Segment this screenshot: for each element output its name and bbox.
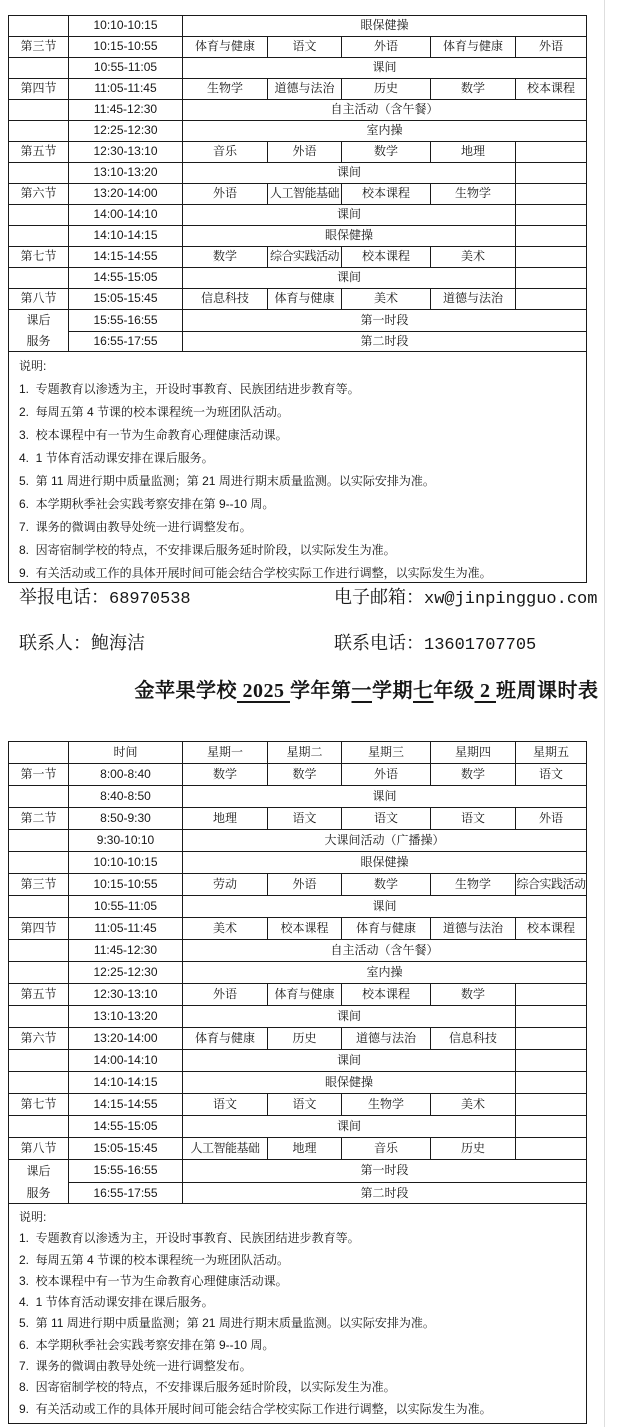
activity-cell: 第二时段 (183, 331, 587, 353)
note-item: 8. 因寄宿制学校的特点，不安排课后服务延时阶段，以实际发生为准。 (19, 543, 396, 557)
table-row (9, 331, 587, 353)
period-cell (9, 830, 69, 852)
subject-cell: 人工智能基础 (268, 184, 342, 205)
header-row (9, 742, 587, 764)
subject-cell (516, 184, 587, 205)
note-item: 9. 有关活动或工作的具体开展时间可能会结合学校实际工作进行调整，以实际发生为准。 (19, 566, 492, 580)
subject-cell: 外语 (342, 37, 431, 58)
subject-cell: 语文 (268, 1094, 342, 1116)
time-cell: 8:00-8:40 (69, 764, 183, 786)
subject-cell (516, 1050, 587, 1072)
email (334, 585, 597, 612)
time-cell: 14:00-14:10 (69, 1050, 183, 1072)
table-row (9, 1006, 587, 1028)
subject-cell: 人工智能基础 (183, 1138, 268, 1160)
table-row (9, 79, 587, 100)
subject-cell: 体育与健康 (268, 289, 342, 310)
time-cell: 12:30-13:10 (69, 984, 183, 1006)
note-item: 3. 校本课程中有一节为生命教育心理健康活动课。 (19, 428, 288, 442)
note-item: 8. 因寄宿制学校的特点，不安排课后服务延时阶段，以实际发生为准。 (19, 1380, 396, 1395)
subject-cell: 美术 (183, 918, 268, 940)
contact-person-label: 联系人： (19, 633, 91, 653)
title-segment-underlined: 2 (474, 680, 496, 702)
subject-cell: 历史 (342, 79, 431, 100)
period-cell (9, 962, 69, 984)
activity-cell: 课间 (183, 1116, 516, 1138)
time-cell: 12:25-12:30 (69, 121, 183, 142)
subject-cell: 数学 (431, 764, 516, 786)
table-row (9, 184, 587, 205)
header-day-cell: 星期一 (183, 742, 268, 764)
period-cell: 第八节 (9, 289, 69, 310)
period-cell (9, 226, 69, 247)
subject-cell: 外语 (183, 184, 268, 205)
time-cell: 11:05-11:45 (69, 79, 183, 100)
time-cell: 14:00-14:10 (69, 205, 183, 226)
subject-cell: 外语 (516, 808, 587, 830)
class-timetable-current (8, 741, 587, 1205)
time-cell: 10:10-10:15 (69, 16, 183, 37)
time-cell: 13:20-14:00 (69, 1028, 183, 1050)
period-cell: 第三节 (9, 37, 69, 58)
subject-cell: 音乐 (342, 1138, 431, 1160)
activity-cell: 课间 (183, 58, 587, 79)
period-cell: 课后 服务 (9, 1160, 69, 1205)
period-cell (9, 1050, 69, 1072)
subject-cell: 外语 (268, 142, 342, 163)
period-cell: 课后 服务 (9, 310, 69, 353)
time-cell: 11:45-12:30 (69, 100, 183, 121)
table-row (9, 121, 587, 142)
time-cell: 15:55-16:55 (69, 310, 183, 332)
note-item: 1. 专题教育以渗透为主，开设时事教育、民族团结进步教育等。 (19, 382, 360, 396)
period-cell (9, 205, 69, 226)
note-item: 4. 1 节体育活动课安排在课后服务。 (19, 1295, 214, 1310)
period-cell: 第四节 (9, 79, 69, 100)
subject-cell: 体育与健康 (183, 37, 268, 58)
subject-cell: 生物学 (342, 1094, 431, 1116)
subject-cell: 数学 (183, 764, 268, 786)
report-phone-label: 举报电话： (19, 587, 109, 607)
subject-cell: 语文 (183, 1094, 268, 1116)
time-cell: 10:55-11:05 (69, 896, 183, 918)
subject-cell: 数学 (431, 79, 516, 100)
subject-cell: 外语 (516, 37, 587, 58)
subject-cell: 体育与健康 (431, 37, 516, 58)
table-row (9, 226, 587, 247)
report-phone-value: 68970538 (109, 590, 191, 609)
title-segment: 学期 (372, 680, 413, 702)
subject-cell: 校本课程 (342, 247, 431, 268)
subject-cell: 美术 (431, 1094, 516, 1116)
activity-cell: 课间 (183, 786, 587, 808)
report-phone (19, 585, 191, 612)
period-cell: 第七节 (9, 247, 69, 268)
note-item: 6. 本学期秋季社会实践考察安排在第 9--10 周。 (19, 1337, 275, 1352)
title-segment: 学年第 (290, 680, 352, 702)
timetable-bottom-container (8, 741, 587, 1205)
subject-cell (516, 1072, 587, 1094)
subject-cell: 生物学 (183, 79, 268, 100)
header-day-cell: 星期二 (268, 742, 342, 764)
time-cell: 14:10-14:15 (69, 1072, 183, 1094)
email-label: 电子邮箱： (334, 587, 424, 607)
activity-cell: 第一时段 (183, 310, 587, 332)
page-edge-shadow (604, 0, 605, 1427)
activity-cell: 课间 (183, 896, 587, 918)
subject-cell: 校本课程 (268, 918, 342, 940)
table-row (9, 1094, 587, 1116)
period-cell (9, 58, 69, 79)
subject-cell: 语文 (342, 808, 431, 830)
time-cell: 11:05-11:45 (69, 918, 183, 940)
notes-section-top (8, 351, 587, 583)
note-item: 7. 课务的微调由教导处统一进行调整发布。 (19, 1359, 252, 1374)
note-item: 4. 1 节体育活动课安排在课后服务。 (19, 451, 214, 465)
table-row (9, 1050, 587, 1072)
subject-cell (516, 205, 587, 226)
subject-cell: 地理 (183, 808, 268, 830)
note-item: 7. 课务的微调由教导处统一进行调整发布。 (19, 520, 252, 534)
subject-cell: 校本课程 (342, 184, 431, 205)
subject-cell (516, 1006, 587, 1028)
time-cell: 13:10-13:20 (69, 1006, 183, 1028)
note-item: 5. 第 11 周进行期中质量监测；第 21 周进行期末质量监测。以实际安排为准。 (19, 1316, 435, 1331)
title-segment: 年级 (433, 680, 475, 702)
table-row (9, 16, 587, 37)
header-time-cell: 时间 (69, 742, 183, 764)
period-cell (9, 786, 69, 808)
subject-cell: 语文 (268, 37, 342, 58)
contact-phone (334, 631, 536, 658)
table-row (9, 874, 587, 896)
period-cell: 第五节 (9, 984, 69, 1006)
note-item: 6. 本学期秋季社会实践考察安排在第 9--10 周。 (19, 497, 275, 511)
subject-cell: 音乐 (183, 142, 268, 163)
time-cell: 14:15-14:55 (69, 1094, 183, 1116)
contact-line-2 (0, 631, 641, 655)
activity-cell: 眼保健操 (183, 1072, 516, 1094)
table-row (9, 142, 587, 163)
time-cell: 11:45-12:30 (69, 940, 183, 962)
subject-cell (516, 984, 587, 1006)
time-cell: 10:10-10:15 (69, 852, 183, 874)
period-cell: 第五节 (9, 142, 69, 163)
notes-heading: 说明: (19, 359, 47, 373)
subject-cell: 校本课程 (516, 918, 587, 940)
title-segment-underlined: 七 (413, 680, 434, 702)
table-row (9, 1160, 587, 1183)
subject-cell (516, 1028, 587, 1050)
time-cell: 15:05-15:45 (69, 289, 183, 310)
title-segment: 金苹果学校 (134, 680, 237, 702)
notes-section-bottom (8, 1203, 587, 1424)
table-row (9, 1116, 587, 1138)
title-segment: 班周课时表 (496, 680, 599, 702)
table-row (9, 100, 587, 121)
period-cell: 第二节 (9, 808, 69, 830)
subject-cell: 语文 (268, 808, 342, 830)
notes-heading: 说明: (19, 1210, 47, 1224)
note-item: 5. 第 11 周进行期中质量监测；第 21 周进行期末质量监测。以实际安排为准。 (19, 474, 435, 488)
time-cell: 14:10-14:15 (69, 226, 183, 247)
time-cell: 10:15-10:55 (69, 37, 183, 58)
page-title (0, 674, 641, 703)
subject-cell: 综合实践活动 (268, 247, 342, 268)
subject-cell: 历史 (268, 1028, 342, 1050)
header-day-cell: 星期五 (516, 742, 587, 764)
activity-cell: 课间 (183, 163, 516, 184)
activity-cell: 第二时段 (183, 1182, 587, 1205)
subject-cell (516, 1138, 587, 1160)
period-cell (9, 1006, 69, 1028)
table-row (9, 58, 587, 79)
subject-cell: 美术 (431, 247, 516, 268)
period-cell (9, 268, 69, 289)
subject-cell: 数学 (268, 764, 342, 786)
subject-cell: 语文 (516, 764, 587, 786)
note-item: 1. 专题教育以渗透为主，开设时事教育、民族团结进步教育等。 (19, 1231, 360, 1246)
table-row (9, 1138, 587, 1160)
period-cell: 第三节 (9, 874, 69, 896)
note-item: 2. 每周五第 4 节课的校本课程统一为班团队活动。 (19, 405, 290, 419)
table-row (9, 808, 587, 830)
email-value: xw@jinpingguo.com (424, 590, 598, 609)
period-cell (9, 121, 69, 142)
table-row (9, 247, 587, 268)
table-row (9, 1028, 587, 1050)
subject-cell: 综合实践活动 (516, 874, 587, 896)
activity-cell: 课间 (183, 268, 516, 289)
subject-cell: 体育与健康 (183, 1028, 268, 1050)
time-cell: 15:55-16:55 (69, 1160, 183, 1183)
activity-cell: 课间 (183, 205, 516, 226)
time-cell: 13:10-13:20 (69, 163, 183, 184)
subject-cell: 道德与法治 (268, 79, 342, 100)
time-cell: 8:50-9:30 (69, 808, 183, 830)
table-row (9, 940, 587, 962)
period-cell: 第四节 (9, 918, 69, 940)
table-row (9, 289, 587, 310)
subject-cell: 语文 (431, 808, 516, 830)
contact-line-1 (0, 585, 641, 609)
subject-cell: 地理 (268, 1138, 342, 1160)
subject-cell (516, 247, 587, 268)
note-item: 3. 校本课程中有一节为生命教育心理健康活动课。 (19, 1273, 288, 1288)
period-cell (9, 16, 69, 37)
subject-cell: 历史 (431, 1138, 516, 1160)
table-row (9, 163, 587, 184)
table-row (9, 37, 587, 58)
activity-cell: 眼保健操 (183, 226, 516, 247)
period-cell (9, 896, 69, 918)
subject-cell: 数学 (431, 984, 516, 1006)
timetable-top-container (8, 15, 587, 353)
title-segment-underlined: 2025 (237, 680, 290, 702)
time-cell: 14:55-15:05 (69, 1116, 183, 1138)
time-cell: 8:40-8:50 (69, 786, 183, 808)
contact-person (19, 631, 145, 655)
time-cell: 14:55-15:05 (69, 268, 183, 289)
subject-cell (516, 226, 587, 247)
subject-cell: 生物学 (431, 874, 516, 896)
period-cell: 第八节 (9, 1138, 69, 1160)
time-cell: 16:55-17:55 (69, 1182, 183, 1205)
activity-cell: 课间 (183, 1050, 516, 1072)
activity-cell: 大课间活动（广播操） (183, 830, 587, 852)
contact-person-value: 鲍海洁 (91, 633, 145, 653)
subject-cell: 体育与健康 (268, 984, 342, 1006)
period-cell: 第七节 (9, 1094, 69, 1116)
subject-cell: 道德与法治 (431, 289, 516, 310)
activity-cell: 眼保健操 (183, 852, 587, 874)
class-timetable-previous (8, 15, 587, 353)
title-segment-underlined: 一 (351, 680, 372, 702)
time-cell: 13:20-14:00 (69, 184, 183, 205)
time-cell: 12:30-13:10 (69, 142, 183, 163)
subject-cell: 信息科技 (431, 1028, 516, 1050)
time-cell: 16:55-17:55 (69, 331, 183, 353)
subject-cell (516, 268, 587, 289)
period-cell (9, 1116, 69, 1138)
subject-cell: 劳动 (183, 874, 268, 896)
period-cell: 第一节 (9, 764, 69, 786)
table-row (9, 918, 587, 940)
activity-cell: 自主活动（含午餐） (183, 100, 587, 121)
table-row (9, 1072, 587, 1094)
header-day-cell: 星期三 (342, 742, 431, 764)
activity-cell: 第一时段 (183, 1160, 587, 1183)
table-row (9, 852, 587, 874)
subject-cell: 道德与法治 (431, 918, 516, 940)
table-row (9, 984, 587, 1006)
time-cell: 15:05-15:45 (69, 1138, 183, 1160)
subject-cell: 信息科技 (183, 289, 268, 310)
activity-cell: 室内操 (183, 121, 587, 142)
subject-cell (516, 142, 587, 163)
subject-cell: 数学 (342, 142, 431, 163)
subject-cell: 体育与健康 (342, 918, 431, 940)
table-row (9, 830, 587, 852)
table-row (9, 205, 587, 226)
table-row (9, 268, 587, 289)
subject-cell: 外语 (342, 764, 431, 786)
activity-cell: 自主活动（含午餐） (183, 940, 587, 962)
subject-cell: 生物学 (431, 184, 516, 205)
subject-cell: 外语 (183, 984, 268, 1006)
time-cell: 12:25-12:30 (69, 962, 183, 984)
subject-cell: 地理 (431, 142, 516, 163)
activity-cell: 课间 (183, 1006, 516, 1028)
subject-cell (516, 1116, 587, 1138)
time-cell: 10:55-11:05 (69, 58, 183, 79)
table-row (9, 1182, 587, 1205)
period-cell (9, 852, 69, 874)
table-row (9, 786, 587, 808)
period-cell (9, 100, 69, 121)
subject-cell: 美术 (342, 289, 431, 310)
subject-cell (516, 289, 587, 310)
subject-cell: 数学 (183, 247, 268, 268)
time-cell: 14:15-14:55 (69, 247, 183, 268)
period-cell (9, 1072, 69, 1094)
subject-cell: 外语 (268, 874, 342, 896)
subject-cell: 数学 (342, 874, 431, 896)
subject-cell: 校本课程 (516, 79, 587, 100)
contact-phone-label: 联系电话： (334, 633, 424, 653)
period-cell (9, 163, 69, 184)
note-item: 9. 有关活动或工作的具体开展时间可能会结合学校实际工作进行调整，以实际发生为准。 (19, 1401, 492, 1416)
note-item: 2. 每周五第 4 节课的校本课程统一为班团队活动。 (19, 1252, 290, 1267)
period-cell: 第六节 (9, 1028, 69, 1050)
table-row (9, 764, 587, 786)
header-period-cell (9, 742, 69, 764)
period-cell (9, 940, 69, 962)
activity-cell: 眼保健操 (183, 16, 587, 37)
table-row (9, 896, 587, 918)
table-row (9, 310, 587, 332)
activity-cell: 室内操 (183, 962, 587, 984)
header-day-cell: 星期四 (431, 742, 516, 764)
subject-cell (516, 163, 587, 184)
table-row (9, 962, 587, 984)
time-cell: 10:15-10:55 (69, 874, 183, 896)
subject-cell: 道德与法治 (342, 1028, 431, 1050)
subject-cell (516, 1094, 587, 1116)
time-cell: 9:30-10:10 (69, 830, 183, 852)
contact-phone-value: 13601707705 (424, 636, 537, 655)
subject-cell: 校本课程 (342, 984, 431, 1006)
period-cell: 第六节 (9, 184, 69, 205)
